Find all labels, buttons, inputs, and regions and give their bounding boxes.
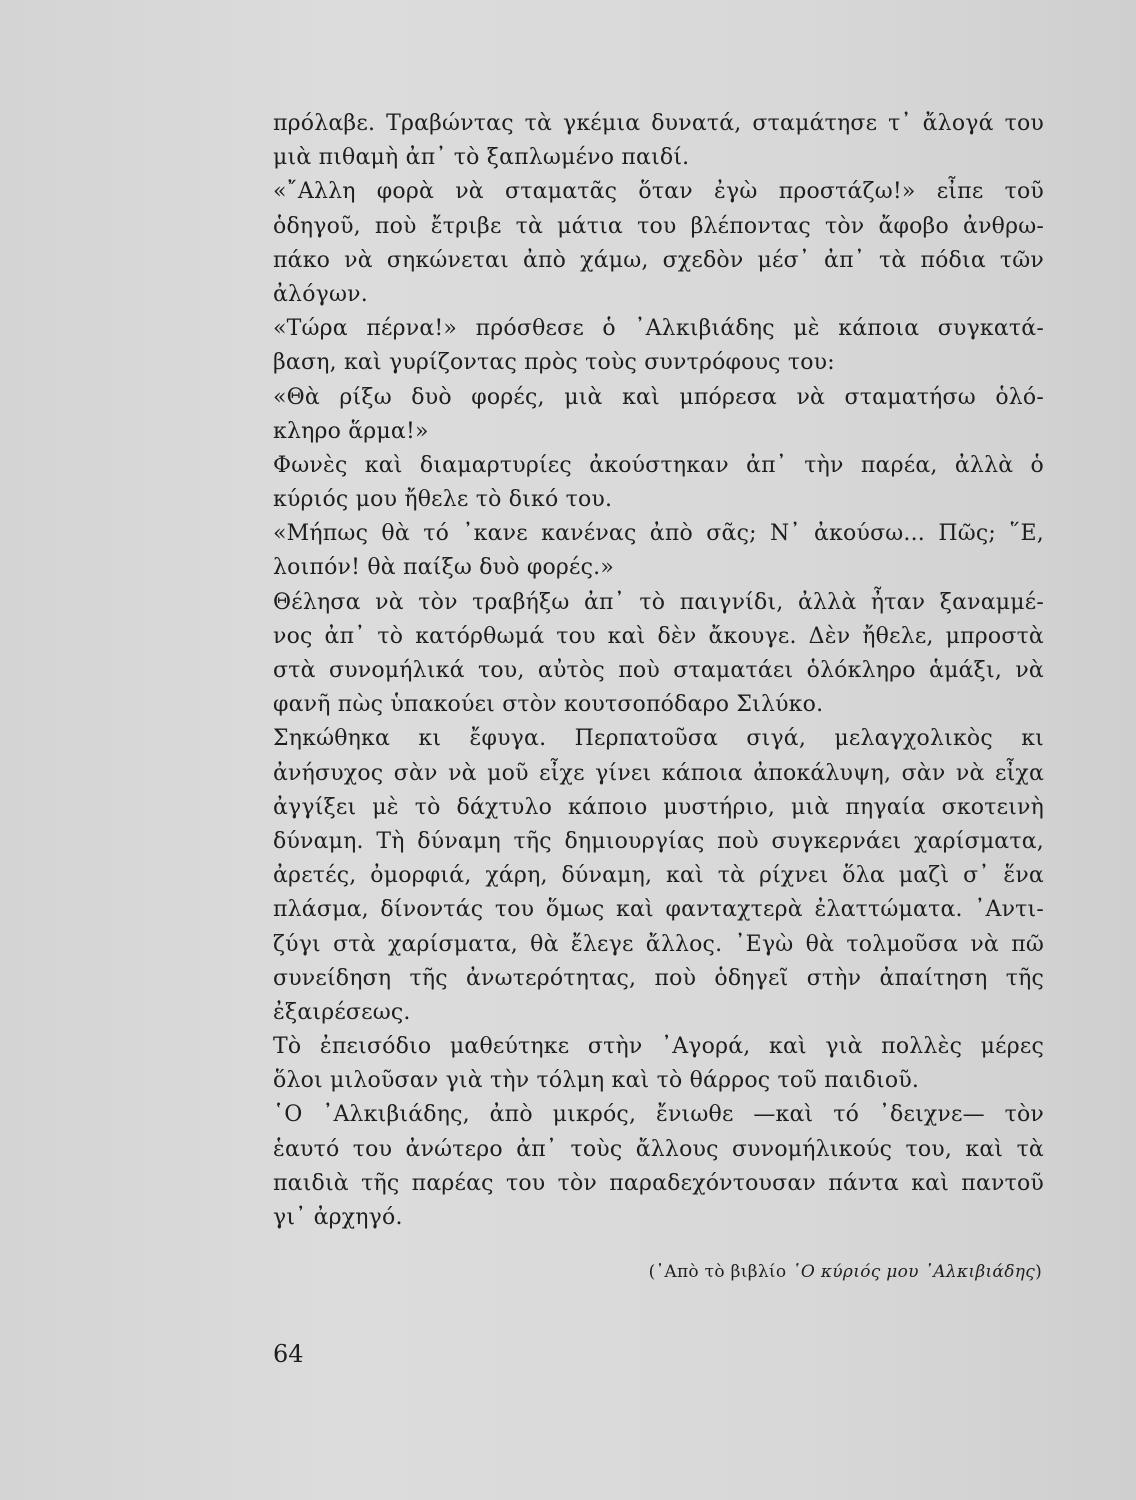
- paragraph: [273, 722, 1044, 1030]
- source-citation: [649, 1262, 1042, 1282]
- paragraph: [273, 1030, 1044, 1098]
- text-line: ῾Ο ᾿Αλκιβιάδης, ἀπὸ μικρός, ἔνιωθε —καὶ τό ᾿δειχνε— τὸν: [273, 1102, 1044, 1128]
- paragraph: [273, 517, 1044, 585]
- text-line: ὁδηγοῦ, ποὺ ἔτριβε τὰ μάτια του βλέποντας τὸν ἄφοβο ἀνθρω-: [273, 213, 1044, 239]
- source-prefix: (᾿Απὸ τὸ βιβλίο: [648, 1262, 793, 1282]
- text-line: Τὸ ἐπεισόδιο μαθεύτηκε στὴν ᾿Αγορά, καὶ γιὰ πολλὲς μέρες: [273, 1034, 1044, 1060]
- text-line: πάκο νὰ σηκώνεται ἀπὸ χάμω, σχεδὸν μέσ᾿ ἀπ᾿ τὰ πόδια τῶν: [273, 247, 1044, 273]
- text-line: Σηκώθηκα κι ἔφυγα. Περπατοῦσα σιγά, μελαγχολικὸς κι: [273, 726, 1044, 752]
- text-line: «Μήπως θὰ τό ᾿κανε κανένας ἀπὸ σᾶς; Ν᾿ ἀκούσω... Πῶς; ῞Ε,: [273, 521, 1044, 547]
- paragraph: [273, 1098, 1044, 1235]
- text-line: ἑαυτό του ἀνώτερο ἀπ᾿ τοὺς ἄλλους συνομήλικούς του, καὶ τὰ: [273, 1136, 1044, 1162]
- paragraph: [273, 449, 1044, 517]
- paragraph: [273, 312, 1044, 380]
- paragraph: [273, 586, 1044, 723]
- text-line: «Θὰ ρίξω δυὸ φορές, μιὰ καὶ μπόρεσα νὰ σταματήσω ὁλό-: [273, 384, 1044, 410]
- text-line: γι᾿ ἀρχηγό.: [273, 1205, 403, 1230]
- text-line: φανῆ πὼς ὑπακούει στὸν κουτσοπόδαρο Σιλύκο.: [273, 692, 824, 718]
- text-line: στὰ συνομήλικά του, αὐτὸς ποὺ σταματάει ὁλόκληρο ἁμάξι, νὰ: [273, 658, 1044, 683]
- text-line: ὅλοι μιλοῦσαν γιὰ τὴν τόλμη καὶ τὸ θάρρος τοῦ παιδιοῦ.: [273, 1068, 920, 1094]
- text-line: βαση, καὶ γυρίζοντας πρὸς τοὺς συντρόφους του:: [273, 350, 835, 376]
- text-line: ἐξαιρέσεως.: [273, 999, 411, 1025]
- body-text: [273, 107, 1044, 1235]
- text-line: πρόλαβε. Τραβώντας τὰ γκέμια δυνατά, σταμάτησε τ᾿ ἄλογά του: [273, 111, 1044, 136]
- source-book-title: ῾Ο κύριός μου ᾿Αλκιβιάδης: [792, 1262, 1036, 1282]
- text-line: πλάσμα, δίνοντάς του ὅμως καὶ φανταχτερὰ ἐλαττώματα. ᾿Αντι-: [273, 897, 1044, 923]
- paragraph: [273, 175, 1044, 312]
- text-line: «Τώρα πέρνα!» πρόσθεσε ὁ ᾿Αλκιβιάδης μὲ κάποια συγκατά-: [273, 316, 1044, 342]
- text-line: δύναμη. Τὴ δύναμη τῆς δημιουργίας ποὺ συγκερνάει χαρίσματα,: [273, 828, 1044, 854]
- text-line: λοιπόν! θὰ παίξω δυὸ φορές.»: [273, 555, 615, 581]
- text-line: μιὰ πιθαμὴ ἀπ᾿ τὸ ξαπλωμένο παιδί.: [273, 145, 690, 171]
- text-line: συνείδηση τῆς ἀνωτερότητας, ποὺ ὁδηγεῖ στὴν ἀπαίτηση τῆς: [273, 965, 1044, 991]
- text-line: νος ἀπ᾿ τὸ κατόρθωμά του καὶ δὲν ἄκουγε. Δὲν ἤθελε, μπροστὰ: [273, 623, 1044, 649]
- paragraph: [273, 381, 1044, 449]
- text-line: «῎Αλλη φορὰ νὰ σταματᾶς ὅταν ἐγὼ προστάζω!» εἶπε τοῦ: [273, 179, 1044, 205]
- text-line: ζύγι στὰ χαρίσματα, θὰ ἔλεγε ἄλλος. ᾿Εγὼ θὰ τολμοῦσα νὰ πῶ: [273, 931, 1044, 957]
- page-number: 64: [273, 1340, 304, 1368]
- text-line: παιδιὰ τῆς παρέας του τὸν παραδεχόντουσαν πάντα καὶ παντοῦ: [273, 1170, 1044, 1196]
- text-line: κληρο ἅρμα!»: [273, 418, 429, 444]
- source-suffix: ): [1035, 1262, 1042, 1282]
- text-line: ἀλόγων.: [273, 281, 368, 307]
- text-line: ἀγγίξει μὲ τὸ δάχτυλο κάποιο μυστήριο, μιὰ πηγαία σκοτεινὴ: [273, 794, 1044, 820]
- text-line: κύριός μου ἤθελε τὸ δικό του.: [273, 487, 613, 513]
- text-line: ἀνήσυχος σὰν νὰ μοῦ εἶχε γίνει κάποια ἀποκάλυψη, σὰν νὰ εἶχα: [273, 760, 1044, 786]
- paragraph: [273, 107, 1044, 175]
- text-line: Θέλησα νὰ τὸν τραβήξω ἀπ᾿ τὸ παιγνίδι, ἀλλὰ ἦταν ξαναμμέ-: [273, 589, 1044, 615]
- text-line: Φωνὲς καὶ διαμαρτυρίες ἀκούστηκαν ἀπ᾿ τὴν παρέα, ἀλλὰ ὁ: [273, 452, 1044, 478]
- text-line: ἀρετές, ὀμορφιά, χάρη, δύναμη, καὶ τὰ ρίχνει ὅλα μαζὶ σ᾿ ἕνα: [273, 863, 1044, 889]
